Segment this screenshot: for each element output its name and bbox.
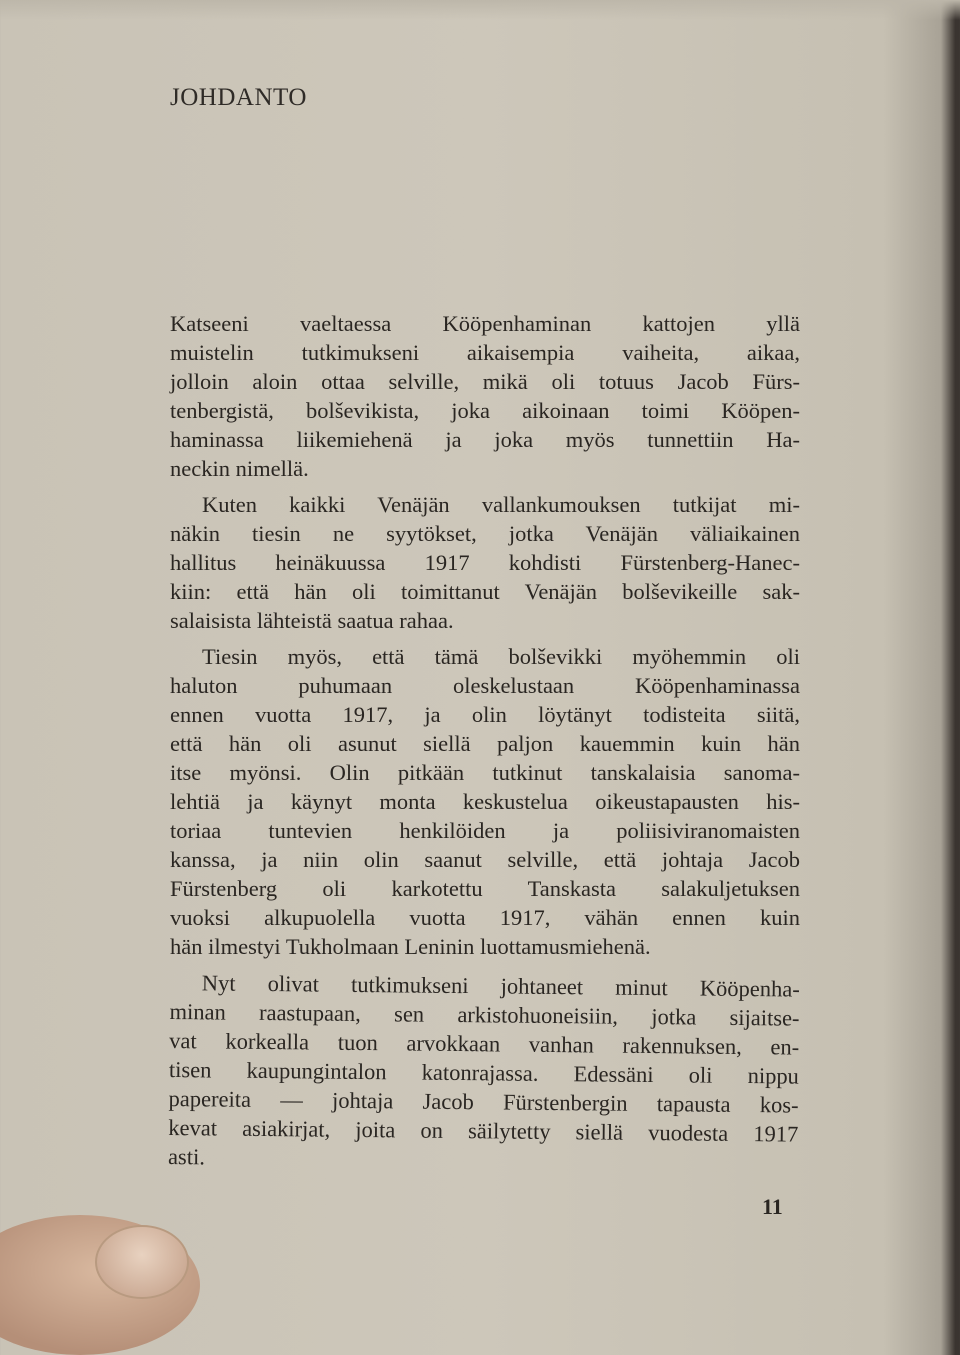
text-line: haluton puhumaan oleskelustaan Kööpenhaminassa	[170, 673, 800, 698]
text-line: jolloin aloin ottaa selville, mikä oli totuus Jacob Fürs-	[170, 369, 800, 394]
text-line: kiin: että hän oli toimittanut Venäjän bolševikeille sak-	[170, 579, 800, 604]
paragraph	[170, 490, 800, 635]
page-number: 11	[762, 1194, 783, 1219]
text-line: näkin tiesin ne syytökset, jotka Venäjän väliaikainen	[170, 521, 800, 546]
text-line: asti.	[167, 1143, 206, 1170]
text-line: Tiesin myös, että tämä bolševikki myöhemmin oli	[202, 644, 800, 669]
text-line: hän ilmestyi Tukholmaan Leninin luottamusmiehenä.	[170, 934, 651, 959]
text-line: itse myönsi. Olin pitkään tutkinut tanskalaisia sanoma-	[170, 760, 800, 785]
text-line: ennen vuotta 1917, ja olin löytänyt todisteita siitä,	[170, 702, 800, 727]
text-line: papereita — johtaja Jacob Fürstenbergin tapausta kos-	[168, 1085, 799, 1118]
text-line: neckin nimellä.	[170, 456, 309, 481]
page-shadow	[0, 0, 960, 20]
text-line: Nyt olivat tutkimukseni johtaneet minut Kööpenha-	[201, 970, 800, 1002]
text-line: vuoksi alkupuolella vuotta 1917, vähän ennen kuin	[170, 905, 800, 930]
paragraph	[170, 309, 800, 483]
text-line: salaisista lähteistä saatua rahaa.	[170, 608, 454, 633]
text-line: tisen kaupungintalon katonrajassa. Edessäni oli nippu	[168, 1056, 800, 1089]
text-line: kanssa, ja niin olin saanut selville, että johtaja Jacob	[170, 847, 800, 872]
paragraph	[170, 642, 800, 961]
text-line: haminassa liikemiehenä ja joka myös tunnettiin Ha-	[170, 427, 800, 452]
text-line: tenbergistä, bolševikista, joka aikoinaan toimi Kööpen-	[170, 398, 800, 423]
text-line: että hän oli asunut siellä paljon kauemmin kuin hän	[170, 731, 800, 756]
text-line: toriaa tuntevien henkilöiden ja poliisiviranomaisten	[170, 818, 800, 843]
text-line: hallitus heinäkuussa 1917 kohdisti Fürstenberg-Hanec-	[170, 550, 800, 575]
thumbnail-nail	[95, 1225, 189, 1299]
text-line: vat korkealla tuon arvokkaan vanhan rakennuksen, en-	[169, 1027, 800, 1060]
body-text	[167, 309, 800, 1178]
text-line: muistelin tutkimukseni aikaisempia vaiheita, aikaa,	[170, 340, 800, 365]
text-line: Katseeni vaeltaessa Kööpenhaminan kattojen yllä	[170, 311, 800, 336]
text-line: Fürstenberg oli karkotettu Tanskasta salakuljetuksen	[170, 876, 800, 901]
chapter-heading: JOHDANTO	[170, 84, 307, 111]
text-line: kevat asiakirjat, joita on säilytetty siellä vuodesta 1917	[168, 1114, 799, 1147]
text-line: minan raastupaan, sen arkistohuoneisiin, jotka sijaitse-	[169, 998, 800, 1031]
paragraph	[168, 968, 800, 1178]
text-line: lehtiä ja käynyt monta keskustelua oikeustapausten his-	[170, 789, 800, 814]
text-line: Kuten kaikki Venäjän vallankumouksen tutkijat mi-	[202, 492, 800, 517]
